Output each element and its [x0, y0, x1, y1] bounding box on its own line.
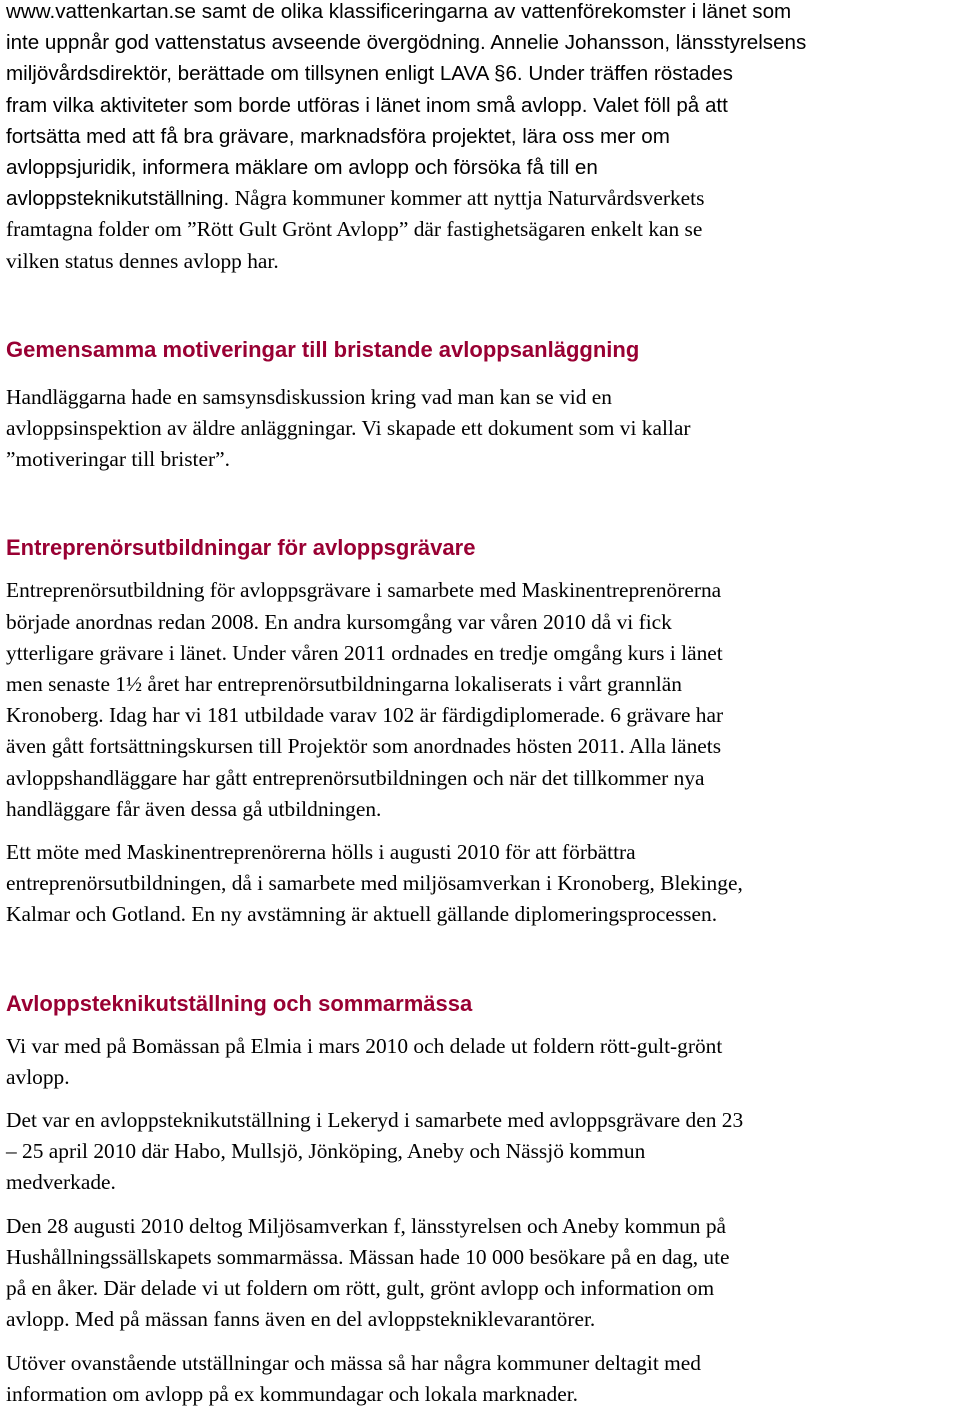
intro-line: miljövårdsdirektör, berättade om tillsynen enligt LAVA §6. Under träffen röstades — [6, 62, 733, 86]
intro-paragraph — [6, 0, 951, 277]
paragraph-line: Kalmar och Gotland. En ny avstämning är aktuell gällande diplomeringsprocessen. — [6, 902, 718, 927]
paragraph-line: avloppsinspektion av äldre anläggningar. Vi skapade ett dokument som vi kallar — [6, 416, 691, 441]
section-paragraph — [6, 1105, 951, 1199]
paragraph-line: medverkade. — [6, 1170, 116, 1195]
section-heading-motiveringar: Gemensamma motiveringar till bristande avloppsanläggning — [6, 336, 640, 362]
intro-line: vilken status dennes avlopp har. — [6, 248, 279, 273]
paragraph-line: handläggare får även dessa gå utbildningen. — [6, 796, 382, 821]
intro-serif-tail: Några kommuner kommer att nyttja Naturvårdsverkets — [229, 186, 705, 211]
intro-line: www.vattenkartan.se samt de olika klassificeringarna av vattenförekomster i länet som — [6, 0, 792, 23]
intro-line: fortsätta med att få bra grävare, marknadsföra projektet, lära oss mer om — [6, 124, 670, 148]
paragraph-line: Kronoberg. Idag har vi 181 utbildade varav 102 är färdigdiplomerade. 6 grävare har — [6, 703, 724, 728]
intro-line: avloppsjuridik, informera mäklare om avlopp och försöka få till en — [6, 156, 598, 180]
intro-line: framtagna folder om ”Rött Gult Grönt Avlopp” där fastighetsägaren enkelt kan se — [6, 217, 703, 242]
section-heading-avloppsteknikutstallning: Avloppsteknikutställning och sommarmässa — [6, 990, 473, 1016]
paragraph-line: Handläggarna hade en samsynsdiskussion kring vad man kan se vid en — [6, 384, 612, 409]
section-paragraph — [6, 837, 951, 931]
section-heading-entreprenorsutbildningar: Entreprenörsutbildningar för avloppsgrävare — [6, 535, 476, 561]
paragraph-line: även gått fortsättningskursen till Projektör som anordnades hösten 2011. Alla länets — [6, 734, 722, 759]
paragraph-line: entreprenörsutbildningen, då i samarbete med miljösamverkan i Kronoberg, Blekinge, — [6, 871, 743, 896]
paragraph-line: Det var en avloppsteknikutställning i Lekeryd i samarbete med avloppsgrävare den 23 — [6, 1108, 744, 1133]
paragraph-line: Vi var med på Bomässan på Elmia i mars 2010 och delade ut foldern rött-gult-grönt — [6, 1033, 723, 1058]
section-paragraph — [6, 382, 951, 476]
section-paragraph — [6, 1211, 951, 1336]
paragraph-line: men senaste 1½ året har entreprenörsutbildningarna lokaliserats i vårt grannlän — [6, 672, 682, 697]
intro-line: fram vilka aktiviteter som borde utföras i länet inom små avlopp. Valet föll på att — [6, 93, 728, 117]
paragraph-line: – 25 april 2010 där Habo, Mullsjö, Jönköping, Aneby och Nässjö kommun — [6, 1139, 646, 1164]
intro-line: inte uppnår god vattenstatus avseende övergödning. Annelie Johansson, länsstyrelsens — [6, 31, 807, 55]
paragraph-line: ”motiveringar till brister”. — [6, 447, 230, 472]
intro-line: avloppsteknikutställning. — [6, 187, 230, 211]
section-paragraph — [6, 575, 951, 825]
paragraph-line: på en åker. Där delade vi ut foldern om rött, gult, grönt avlopp och information om — [6, 1276, 715, 1301]
paragraph-line: började anordnas redan 2008. En andra kursomgång var våren 2010 då vi fick — [6, 609, 672, 634]
paragraph-line: ytterligare grävare i länet. Under våren 2011 ordnades en tredje omgång kurs i länet — [6, 640, 723, 665]
section-paragraph — [6, 1031, 951, 1093]
paragraph-line: Den 28 augusti 2010 deltog Miljösamverkan f, länsstyrelsen och Aneby kommun på — [6, 1213, 727, 1238]
paragraph-line: Utöver ovanstående utställningar och mässa så har några kommuner deltagit med — [6, 1350, 701, 1375]
paragraph-line: avlopp. Med på mässan fanns även en del avloppstekniklevarantörer. — [6, 1307, 596, 1332]
paragraph-line: information om avlopp på ex kommundagar och lokala marknader. — [6, 1381, 579, 1406]
paragraph-line: avloppshandläggare har gått entreprenörsutbildningen och när det tillkommer nya — [6, 765, 705, 790]
intro-line-mixed — [6, 183, 951, 214]
document-page — [6, 0, 951, 1410]
paragraph-line: avlopp. — [6, 1064, 70, 1089]
paragraph-line: Ett möte med Maskinentreprenörerna hölls i augusti 2010 för att förbättra — [6, 840, 636, 865]
paragraph-line: Entreprenörsutbildning för avloppsgrävare i samarbete med Maskinentreprenörerna — [6, 578, 722, 603]
section-paragraph — [6, 1348, 951, 1410]
paragraph-line: Hushållningssällskapets sommarmässa. Mässan hade 10 000 besökare på en dag, ute — [6, 1244, 730, 1269]
